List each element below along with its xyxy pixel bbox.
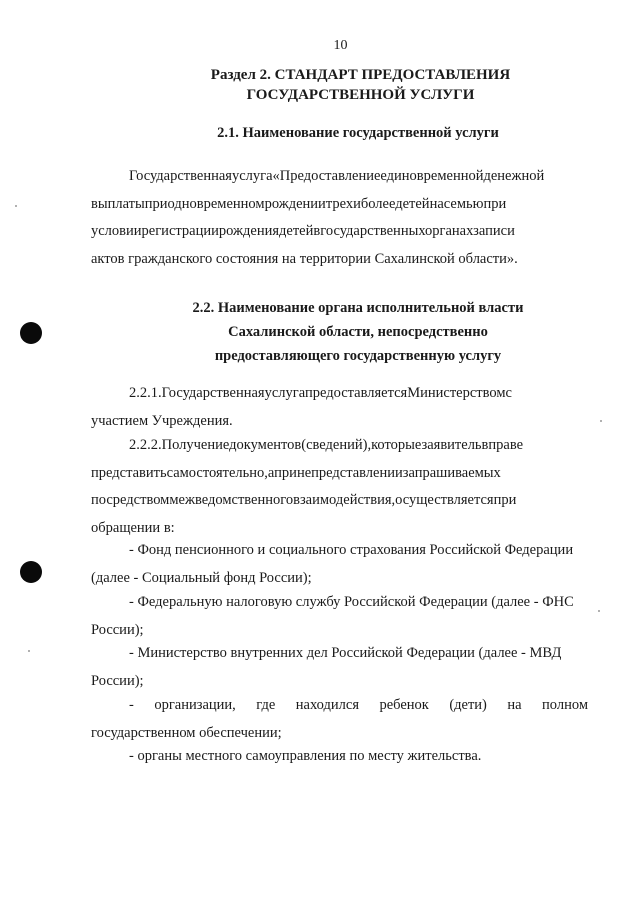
text-line: участием Учреждения. [91,412,233,429]
word: а [267,464,275,481]
section-title [0,65,631,105]
word: условии [91,223,142,239]
text-line: обращении в: [91,519,175,536]
subsection-title-2-2-line-1: 2.2. Наименование органа исполнительной власти [192,300,524,316]
word: на [507,697,522,713]
word: 2.2.2. [129,437,162,453]
text-line: - Федеральную налоговую службу Российской Федерации (далее - ФНС [129,594,574,610]
text-line: - органы местного самоуправления по месту жительства. [129,748,482,764]
word: денежной [483,168,545,184]
word: при [493,492,517,508]
list-item-local-government [91,743,588,771]
word: (сведений), [301,437,372,453]
text-line: - Министерство внутренних дел Российской Федерации (далее - МВД [129,645,562,661]
word: (дети) [449,697,487,713]
word: - [129,697,134,713]
text-line: России); [91,672,144,689]
word: самостоятельно, [166,464,268,481]
word: осуществляется [395,492,494,508]
word: запрашиваемых [402,464,501,481]
word: Получение [161,437,230,453]
word: услуга [264,385,305,401]
word: ребенок [379,697,429,713]
text-line [91,218,588,246]
subsection-title-2-2 [0,296,631,368]
word: государственных [320,223,426,239]
word: которые [371,437,422,453]
word: одновременном [167,195,265,212]
word: при [483,195,507,212]
hole-punch-mark [20,322,42,344]
scan-speck [15,205,17,207]
word: полном [542,697,588,713]
list-item-interior-ministry [91,640,588,695]
word: единовременной [380,168,484,184]
word: записи [473,223,515,239]
word: 2.2.1. [129,385,162,401]
word: детей [279,223,314,239]
word: Государственная [129,168,232,184]
word: с [505,385,512,401]
word: в [313,223,321,239]
text-line [91,460,588,488]
paragraph-2-2-1 [91,380,588,435]
word: при [144,195,168,212]
text-line [91,380,588,408]
word: выплаты [91,195,145,212]
word: органах [425,223,474,239]
scan-speck [28,650,30,652]
list-item-organizations [91,692,588,747]
text-line: государственном обеспечении; [91,724,282,741]
page-number: 10 [333,38,348,53]
word: находился [295,697,359,713]
word: и [353,195,361,212]
word: взаимодействия, [293,492,396,508]
word: посредством [91,492,170,508]
word: рождении [264,195,326,212]
word: семью [443,195,484,212]
text-line [91,692,588,720]
paragraph-2-1 [91,163,588,273]
word: Министерством [407,385,506,401]
text-line: (далее - Социальный фонд России); [91,569,312,586]
scan-speck [600,420,602,422]
word: при [274,464,297,481]
word: межведомственного [169,492,294,508]
word: «Предоставление [272,168,381,184]
text-line [91,432,588,460]
text-line: актов гражданского состояния на территории Сахалинской области». [91,250,518,267]
text-line-justified [129,692,588,720]
text-line [91,487,588,515]
word: организации, [154,697,236,713]
word: рождения [218,223,280,239]
word: документов [229,437,302,453]
subsection-title-2-2-line-3: предоставляющего государственную услугу [214,348,502,364]
word: представить [91,464,167,481]
hole-punch-mark [20,561,42,583]
subsection-title-2-1: 2.1. Наименование государственной услуги [217,125,499,141]
word: где [256,697,276,713]
word: услуга [231,168,273,184]
text-line: - Фонд пенсионного и социального страхования Российской Федерации [129,542,574,558]
word: регистрации [141,223,219,239]
paragraph-2-2-2 [91,432,588,542]
text-line [91,191,588,219]
scan-speck [598,610,600,612]
subsection-title-2-2-line-2: Сахалинской области, непосредственно [228,324,488,340]
word: заявитель [421,437,482,453]
word: предоставляется [304,385,408,401]
text-line: России); [91,621,144,638]
word: детей [395,195,430,212]
word: вправе [481,437,524,453]
list-item-social-fund [91,537,588,592]
section-title-line-2: ГОСУДАРСТВЕННОЙ УСЛУГИ [246,87,475,103]
word: на [429,195,444,212]
word: более [360,195,396,212]
list-item-tax-service [91,589,588,644]
word: непредставлении [296,464,403,481]
word: Государственная [161,385,265,401]
word: трех [325,195,354,212]
section-title-line-1: Раздел 2. СТАНДАРТ ПРЕДОСТАВЛЕНИЯ [210,67,511,83]
text-line [91,163,588,191]
